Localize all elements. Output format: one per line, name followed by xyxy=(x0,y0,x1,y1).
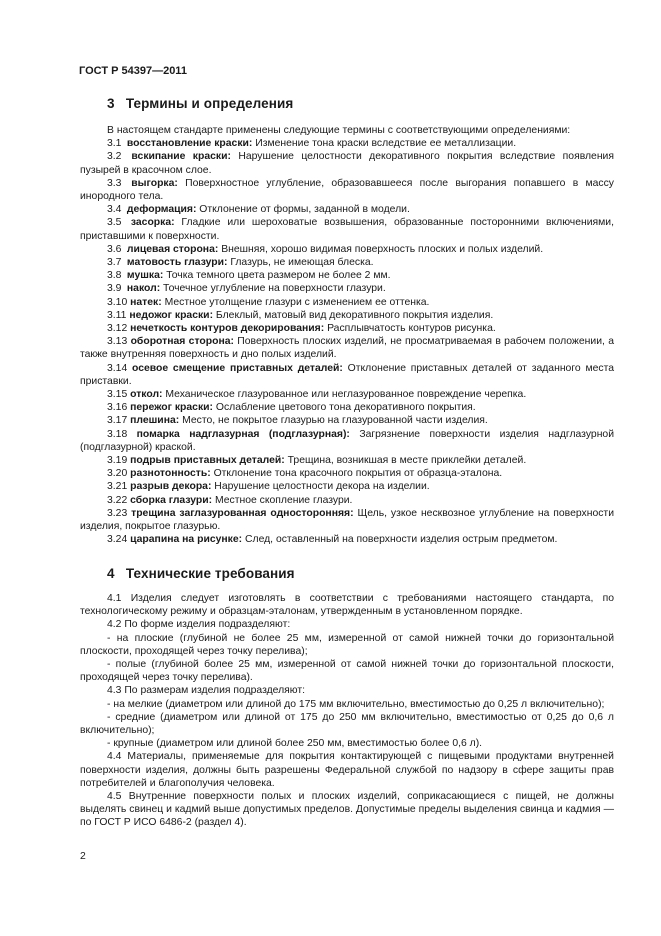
term-name: мушка: xyxy=(126,270,164,282)
term-item xyxy=(80,256,614,269)
term-name: нечеткость контуров декорирования: xyxy=(130,323,325,335)
term-number: 3.10 xyxy=(107,296,128,308)
term-definition: След, оставленный на поверхности изделия острым предметом. xyxy=(242,534,558,546)
requirements-list xyxy=(80,592,614,830)
term-number: 3.12 xyxy=(107,323,128,335)
requirement-paragraph: 4.1 Изделия следует изготовлять в соответствии с требованиями настоящего стандарта, по технологическому режиму и образцам-эталонам, утвержденным в установленном порядке. xyxy=(80,593,614,618)
term-item xyxy=(80,282,614,295)
term-number: 3.17 xyxy=(107,415,128,427)
term-definition: Отклонение тона красочного покрытия от образца-эталона. xyxy=(210,468,503,480)
requirement-paragraph: - на мелкие (диаметром или длиной до 175 мм включительно, вместимостью до 0,25 л включительно); xyxy=(107,698,605,710)
term-name: сборка глазури: xyxy=(130,494,213,506)
term-definition: Ослабление цветового тона декоративного покрытия. xyxy=(213,402,476,414)
term-number: 3.11 xyxy=(107,309,127,321)
term-definition: Местное утолщение глазури с изменением ее оттенка. xyxy=(161,296,430,308)
term-definition: Механическое глазурованное или неглазурованное повреждение черепка. xyxy=(162,389,527,401)
terms-list xyxy=(80,137,614,546)
section-3-title: Термины и определения xyxy=(125,96,294,111)
term-name: помарка надглазурная (подглазурная): xyxy=(136,428,350,440)
term-item xyxy=(80,150,614,176)
term-number: 3.5 xyxy=(107,217,122,229)
requirement-paragraph: - крупные (диаметром или длиной более 250 мм, вместимостью более 0,6 л). xyxy=(107,738,483,750)
term-item xyxy=(80,203,614,216)
term-number: 3.1 xyxy=(107,138,122,150)
term-name: откол: xyxy=(130,389,163,401)
term-name: лицевая сторона: xyxy=(126,243,219,255)
section-3-body xyxy=(80,124,614,547)
term-definition: Загрязнение поверхности изделия надглазурной (подглазурной) краской. xyxy=(80,428,615,453)
term-number: 3.4 xyxy=(107,204,122,216)
requirement-paragraph: 4.5 Внутренние поверхности полых и плоских изделий, соприкасающиеся с пищей, не должны выделять свинец и кадмий выше допустимых пределов. Допустимые пределы выделения свинца и кадмия — по ГОСТ Р ИСО 6486-2 (раздел 4). xyxy=(80,791,614,829)
term-number: 3.6 xyxy=(107,243,122,255)
term-number: 3.15 xyxy=(107,389,128,401)
requirement-paragraph: 4.3 По размерам изделия подразделяют: xyxy=(107,685,306,697)
term-definition: Трещина, возникшая в месте приклейки деталей. xyxy=(284,455,527,467)
term-item xyxy=(80,322,614,335)
term-number: 3.14 xyxy=(107,362,128,374)
document-code: ГОСТ Р 54397—2011 xyxy=(79,65,187,77)
term-name: натек: xyxy=(130,296,162,308)
term-definition: Отклонение приставных деталей от заданного места приставки. xyxy=(80,362,614,387)
section-4-body xyxy=(80,592,614,830)
section-3-heading xyxy=(107,96,293,111)
term-item xyxy=(80,137,614,150)
term-definition: Точка темного цвета размером не более 2 мм. xyxy=(163,270,391,282)
term-number: 3.9 xyxy=(107,283,122,295)
term-number: 3.13 xyxy=(107,336,128,348)
term-item xyxy=(80,309,614,322)
term-definition: Расплывчатость контуров рисунка. xyxy=(324,323,496,335)
requirement-paragraph: 4.4 Материалы, применяемые для покрытия контактирующей с пищевыми продуктами внутренней поверхности изделия, должны быть разрешены Федеральной службой по надзору в сфере защиты прав потребителей и благополучия человека. xyxy=(80,751,614,789)
term-item xyxy=(80,269,614,282)
term-name: восстановление краски: xyxy=(126,138,253,150)
term-definition: Гладкие или шероховатые возвышения, образованные посторонними включениями, приставшими к поверхности. xyxy=(80,217,614,242)
page-number: 2 xyxy=(80,851,86,862)
section-3-number: 3 xyxy=(107,96,115,111)
requirement-paragraph: - на плоские (глубиной не более 25 мм, измеренной от самой нижней точки до горизонтальной плоскости, проходящей через точку перелива); xyxy=(80,632,614,657)
term-name: царапина на рисунке: xyxy=(130,534,243,546)
requirement-paragraph: - средние (диаметром или длиной от 175 до 250 мм включительно, вместимостью от 0,25 до 0,6 л включительно); xyxy=(80,711,614,737)
term-number: 3.3 xyxy=(107,177,122,189)
term-item xyxy=(80,335,614,361)
term-name: разнотонность: xyxy=(130,468,211,480)
term-number: 3.19 xyxy=(107,455,128,467)
term-definition: Внешняя, хорошо видимая поверхность плоских и полых изделий. xyxy=(218,243,544,255)
term-name: разрыв декора: xyxy=(130,481,212,493)
term-name: выгорка: xyxy=(131,177,178,189)
term-name: засорка: xyxy=(130,217,175,229)
term-item xyxy=(80,243,614,256)
term-item xyxy=(80,480,614,493)
term-item xyxy=(80,467,614,480)
term-item xyxy=(80,296,614,309)
term-item xyxy=(80,362,614,388)
term-name: накол: xyxy=(126,283,161,295)
term-definition: Точечное углубление на поверхности глазури. xyxy=(160,283,386,295)
term-item xyxy=(80,533,614,546)
term-definition: Поверхность плоских изделий, не просматриваемая в рабочем положении, а также внутренняя поверхность и дно полых изделий. xyxy=(80,336,614,361)
term-item xyxy=(80,414,614,427)
term-number: 3.20 xyxy=(107,468,128,480)
term-definition: Глазурь, не имеющая блеска. xyxy=(227,257,374,269)
requirement-paragraph: - полые (глубиной более 25 мм, измеренной от самой нижней точки до горизонтальной плоскости, проходящей через точку перелива). xyxy=(80,659,614,684)
section-4-number: 4 xyxy=(107,566,115,581)
term-number: 3.24 xyxy=(107,534,128,546)
term-definition: Щель, узкое несквозное углубление на поверхности изделия, покрытое глазурью. xyxy=(80,507,614,533)
term-name: оборотная сторона: xyxy=(130,336,234,348)
term-name: матовость глазури: xyxy=(126,257,228,269)
term-number: 3.16 xyxy=(107,402,128,414)
term-item xyxy=(80,388,614,401)
term-definition: Блеклый, матовый вид декоративного покрытия изделия. xyxy=(213,309,494,321)
term-item xyxy=(80,454,614,467)
term-name: трещина заглазурованная односторонняя: xyxy=(131,507,354,519)
term-name: осевое смещение приставных деталей: xyxy=(132,362,343,374)
term-definition: Отклонение от формы, заданной в модели. xyxy=(196,204,410,216)
section-3-intro: В настоящем стандарте применены следующие термины с соответствующими определениями: xyxy=(107,125,571,136)
term-name: вскипание краски: xyxy=(131,151,231,163)
term-number: 3.8 xyxy=(107,270,122,282)
term-definition: Нарушение целостности декора на изделии. xyxy=(211,481,430,493)
term-number: 3.22 xyxy=(107,494,128,506)
term-item xyxy=(80,216,614,242)
term-name: подрыв приставных деталей: xyxy=(130,455,285,467)
term-number: 3.2 xyxy=(107,151,122,163)
section-4-heading xyxy=(107,566,295,581)
term-number: 3.18 xyxy=(107,428,128,440)
requirement-paragraph: 4.2 По форме изделия подразделяют: xyxy=(107,619,291,631)
term-item xyxy=(80,177,614,203)
term-name: недожог краски: xyxy=(129,309,214,321)
term-item xyxy=(80,401,614,414)
term-definition: Поверхностное углубление, образовавшееся после выгорания попавшего в массу инородного тела. xyxy=(80,177,614,203)
term-number: 3.21 xyxy=(107,481,128,493)
term-name: плешина: xyxy=(130,415,180,427)
term-item xyxy=(80,507,614,533)
term-name: пережог краски: xyxy=(130,402,213,414)
section-4-title: Технические требования xyxy=(125,566,295,581)
term-definition: Место, не покрытое глазурью на глазурованной части изделия. xyxy=(179,415,488,427)
term-number: 3.7 xyxy=(107,257,122,269)
term-definition: Местное скопление глазури. xyxy=(212,494,353,506)
term-name: деформация: xyxy=(126,204,197,216)
term-definition: Нарушение целостности декоративного покрытия вследствие появления пузырей в красочном слое. xyxy=(80,151,614,176)
term-number: 3.23 xyxy=(107,507,128,519)
term-item xyxy=(80,494,614,507)
term-definition: Изменение тона краски вследствие ее металлизации. xyxy=(252,138,517,150)
term-item xyxy=(80,428,614,454)
